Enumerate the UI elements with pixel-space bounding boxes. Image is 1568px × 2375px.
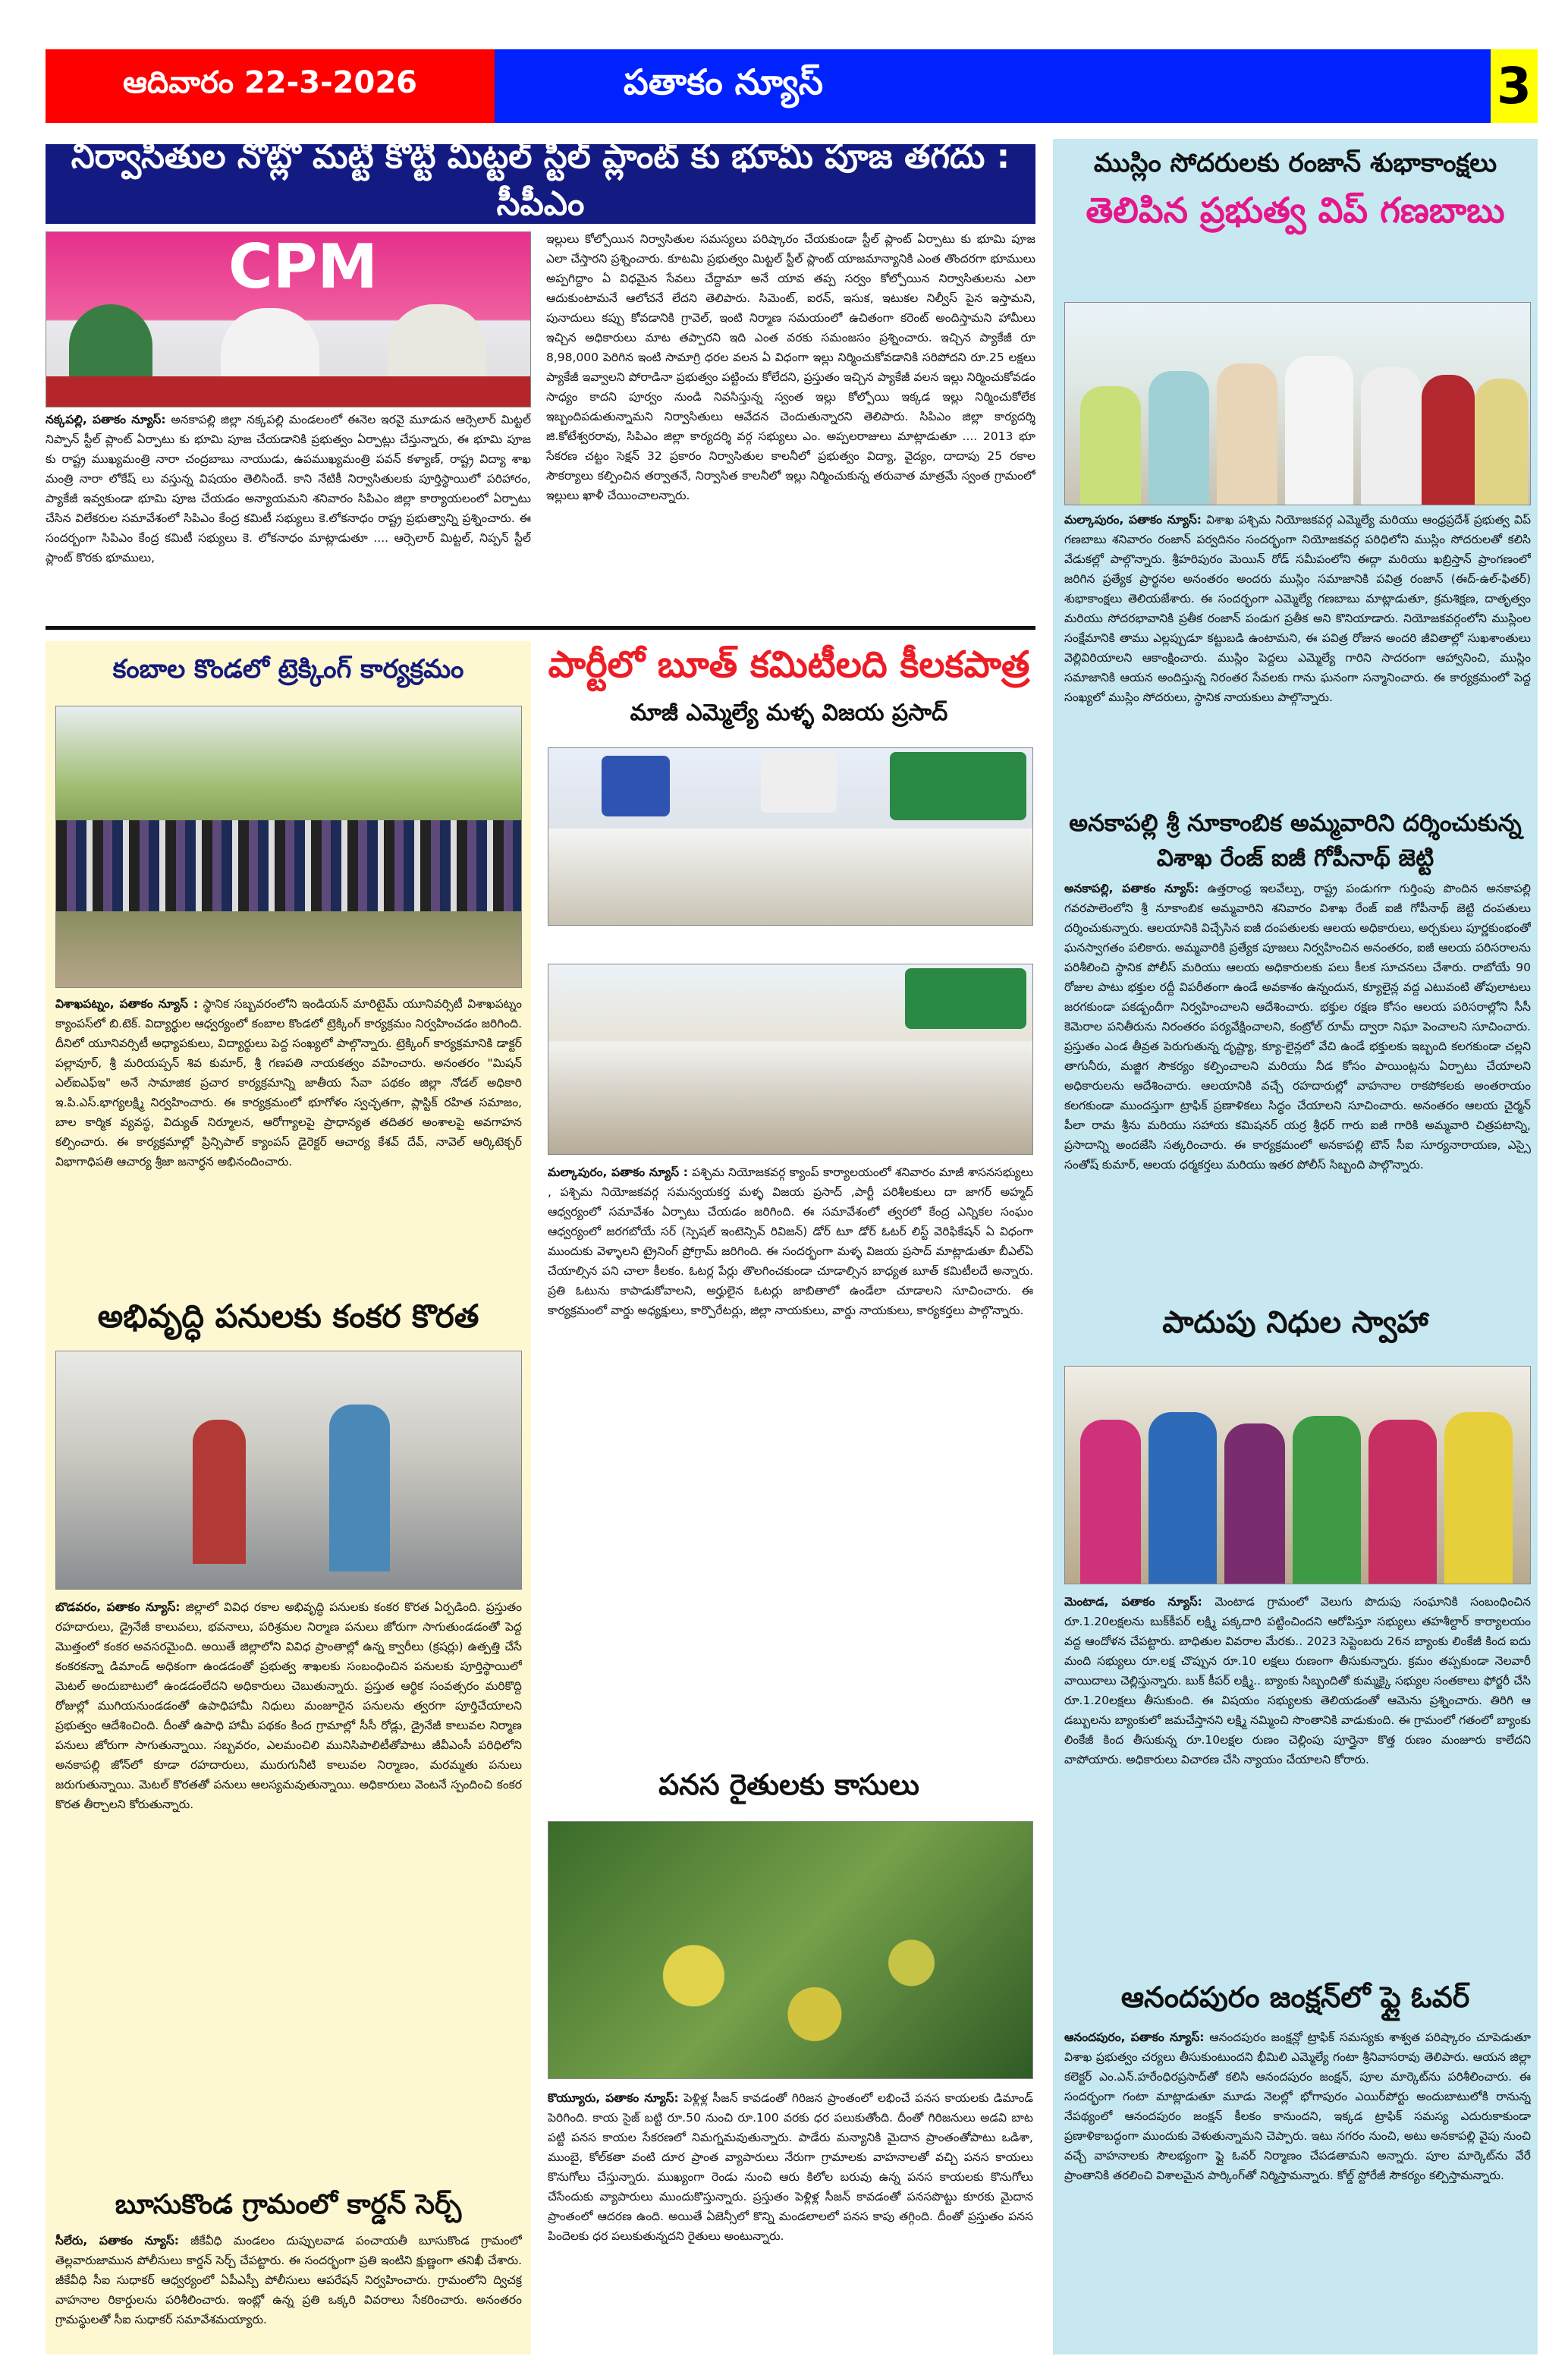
masthead-date: ఆదివారం 22-3-2026 — [46, 49, 495, 123]
trekking-group-photo — [55, 706, 522, 988]
masthead-paper-name: పతాకం న్యూస్ — [495, 49, 1491, 123]
ramzan-headline-top: ముస్లిం సోదరులకు రంజాన్ శుభాకాంక్షలు — [1093, 148, 1497, 178]
article-steel-col2: ఇల్లులు కోల్పోయిన నిర్వాసితుల సమస్యలు పరిష్కారం చేయకుండా స్టీల్ ప్లాంట్ ఏర్పాటు కు భూమి పూజ ఎలా చేస్తారని ప్రశ్నించారు. కూటమి ప్రభుత్వం మిట్టల్ స్టీల్ ప్లాంట్ యాజమాన్యానికి ఎంత తొందరగా భూములు అప్పగిద్దాం ఏ విధమైన సేవలు చేద్దామా అనే యావ తప్ప సర్వం కోల్పోయిన నిర్వాసితులను ఎలా ఆదుకుంటామనే ఆలోచనే లేదని తెలిపారు. సిమెంట్, ఐరన్, ఇసుక, ఇటుకల నిల్వీస్ పైన ఇస్తామని, పునాదులు కప్పు కోవడానికి గ్రావెల్, ఇంటి నిర్మాణ సమయంలో ఉచితంగా కరెంట్ అందిస్తామని హామీలు ఇచ్చిన అధికారులు మాట తప్పారని ఇది ఎంత వరకు సమంజసం ప్రశ్నించారు. ఇచ్చిన ప్యాకేజీ రూ 8,98,000 పెరిగిన ఇంటి సామాగ్రి ధరల వలన ఏ విధంగా ఇల్లు నిర్మించుకోవడానికి సరిపోదని రూ.25 లక్షలు ప్యాకేజీ ఇవ్వాలని పోరాడినా ప్రభుత్వం పట్టించు కోలేదని, ప్రస్తుతం ఇచ్చిన ప్యాకేజీ వలన ఇల్లు నిర్మించుకోవడం సాధ్యం కాదని పూర్వం నుండి నివసిస్తున్న స్వంత ఇల్లు కోల్పోయి ఇక్కడ ఇల్లు నిర్మించుకోలేక ఇబ్బందిపడుతున్నామని నిర్వాసితులు ఆవేదన చెందుతున్నారని తెలిపారు. సిపిఎం జిల్లా కార్యదర్శి జి.కోటేశ్వరరావు, సిపిఎం జిల్లా కార్యదర్శి వర్గ సభ్యులు ఎం. అప్పలరాజులు మాట్లాడుతూ .... 2013 భూ సేకరణ చట్టం సెక్షన్ 32 ప్రకారం నిర్వాసితుల కాలనీలో ప్రభుత్వం విద్యా, వైద్యం, దాదాపు 25 రకాల సౌకర్యాలు కల్పించిన తర్వాతనే, నిర్వాసిత కాలనీలో ఇల్లు నిర్మించుకున్న తరువాత మాత్రమే స్వంత గ్రామంలో ఇల్లులు ఖాళీ చేయించాలన్నారు. — [546, 232, 1035, 502]
article-body: పెళ్లిళ్ల సీజన్ కావడంతో గిరిజన ప్రాంతంలో లభించే పనస కాయలకు డిమాండ్ పెరిగింది. కాయ సైజ్ బట్టి రూ.50 నుంచి రూ.100 వరకు ధర పలుకుతోంది. దీంతో గిరిజనులు అడవి బాట పట్టి పనస కాయల సేకరణలో నిమగ్నమవుతున్నారు. పాడేరు మన్యానికి మైదాన ప్రాంతంతోపాటు ఒడిశా, ముంబై, కోల్‌కతా వంటి దూర ప్రాంత వ్యాపారులు నేరుగా గ్రామాలకు వాహనాలతో వచ్చి పనస కాయలు కొనుగోలు చేస్తున్నారు. ముఖ్యంగా రెండు నుంచి ఆరు కిలోల బరువు ఉన్న పనస కాయలకు కొనుగోలు చేసేందుకు వ్యాపారులు ముందుకొస్తున్నారు. ప్రస్తుతం పెళ్లిళ్ల సీజన్ కావడంతో పనసపొట్టు కూరకు మైదాన ప్రాంతంలో ఆదరణ ఉంది. అయితే ఏజెన్సీలో కొన్ని మండలాలలో పనస కాపు తగ్గింది. దీంతో ప్రస్తుతం పనస పిందెలకు ధర పలుకుతున్నదని రైతులు అంటున్నారు. — [548, 2091, 1033, 2243]
article-padapu — [1064, 1592, 1531, 1971]
dateline: మల్కాపురం, పతాకం న్యూస్: — [1064, 513, 1202, 527]
ramzan-photo — [1064, 302, 1531, 505]
article-body: జిల్లాలో వివిధ రకాల అభివృద్ధి పనులకు కంకర కొరత ఏర్పడింది. ప్రస్తుతం రహదారులు, డ్రైనేజీ కాలువలు, భవనాలు, పరిశ్రమల నిర్మాణ పనులు జోరుగా సాగుతుండడంతో పెద్ద మొత్తంలో కంకర అవసరమైంది. అయితే జిల్లాలోని వివిధ ప్రాంతాల్లో ఉన్న క్వారీలు (క్రషర్లు) ఉత్పత్తి చేసే కంకరకన్నా డిమాండ్ అధికంగా ఉండడంతో ప్రభుత్వ శాఖలకు సంబంధించిన పనులకు పూర్తిస్థాయిలో మెటల్ అందుబాటులో ఉండడంలేదని అధికారులు చెబుతున్నారు. ప్రస్తుత ఆర్థిక సంవత్సరం మరికొద్ది రోజుల్లో ముగియనుండడంతో ఉపాధిహామీ నిధులు మంజూరైన పనులను త్వరగా పూర్తిచేయాలని ప్రభుత్వం ఆదేశించింది. దీంతో ఉపాధి హామీ పథకం కింద గ్రామాల్లో సీసీ రోడ్లు, డ్రైనేజీ కాలువల నిర్మాణ పనులు జోరుగా సాగుతున్నాయి. సబ్బవరం, ఎలమంచిలి మునిసిపాలిటీతోపాటు జీవీఎంసీ పరిధిలోని అనకాపల్లి జోన్‌లో కూడా రహదారులు, మురుగునీటి కాలువల నిర్మాణం, మరమ్మతు పనులు జరుగుతున్నాయి. మెటల్ కొరతతో పనులు ఆలస్యమవుతున్నాయి. అధికారులు వెంటనే స్పందించి కంకర కొరత తీర్చాలని కోరుతున్నారు. — [55, 1600, 522, 1811]
article-body: విశాఖ పశ్చిమ నియోజకవర్గ ఎమ్మెల్యే మరియు ఆంధ్రప్రదేశ్ ప్రభుత్వ విప్ గణబాబు శనివారం రంజాన్ పర్వదినం సందర్భంగా నియోజకవర్గ పరిధిలోని ముస్లిం సోదరులతో కలిసి వేడుకల్లో పాల్గొన్నారు. శ్రీహరిపురం మెయిన్ రోడ్ సమీపంలోని ఈద్గా మరియు ఖబ్రిస్తాన్ ప్రాంగణంలో జరిగిన ప్రత్యేక ప్రార్థనల అనంతరం అందరు ముస్లిం సమాజానికి పవిత్ర రంజాన్ (ఈద్-ఉల్-ఫితర్) శుభాకాంక్షలు తెలియజేశారు. ఈ సందర్భంగా ఎమ్మెల్యే గణబాబు మాట్లాడుతూ, క్రమశిక్షణ, దాతృత్వం మరియు సోదరభావానికి ప్రతీక రంజాన్ పండుగ ప్రతీక అని కొనియాడారు. నియోజకవర్గంలోని ముస్లింల సంక్షేమానికి తాము ఎల్లప్పుడూ కట్టుబడి ఉంటామని, ఈ పవిత్ర రోజున అందరి జీవితాల్లో సుఖశాంతులు వెల్లివిరియాలని ఆకాంక్షించారు. ముస్లిం పెద్దలు ఎమ్మెల్యే గారిని సాదరంగా ఆహ్వానించి, ముస్లిం సమాజానికి ఆయన అందిస్తున్న నిరంతర సేవలకు గాను ఘనంగా సన్మానించారు. ఈ కార్యక్రమంలో పెద్ద సంఖ్యలో ముస్లిం సోదరులు, స్థానిక నాయకులు పాల్గొన్నారు. — [1064, 513, 1531, 704]
dateline: నక్కపల్లి, పతాకం న్యూస్: — [46, 413, 166, 426]
flyover-headline: ఆనందపురం జంక్షన్‌లో ఫ్లై ఓవర్ — [1120, 1980, 1470, 2014]
article-body: అనకాపల్లి జిల్లా నక్కపల్లి మండలంలో ఈనెల ఇరవై మూడున ఆర్సెలార్ మిట్టల్ నిప్పాన్ స్టీల్ ప్లాంట్ ఏర్పాటు కు భూమి పూజ చేయడానికి ప్రభుత్వం ఏర్పాట్లు చేస్తున్నారు, ఈ భూమి పూజ కు రాష్ట్ర ముఖ్యమంత్రి నారా చంద్రబాబు నాయుడు, ఉపముఖ్యమంత్రి పవన్ కళ్యాణ్, రాష్ట్ర విద్యా శాఖ మంత్రి నారా లోకేష్ లు వస్తున్న విషయం తెలిసిందే. కాని నేటికీ నిర్వాసితులకు పూర్తిస్థాయిలో పరిహారం, ప్యాకేజీ ఇవ్వకుండా భూమి పూజ చేయడం అన్యాయమని శనివారం సిపిఎం జిల్లా కార్యాయలంలో ఏర్పాటు చేసిన విలేకరుల సమావేశంలో సిపిఎం కేంద్ర కమిటీ సభ్యులు కె.లోకనాధం రాష్ట్ర ప్రభుత్వాన్ని ప్రశ్నించారు. ఈ సందర్బంగా సిపిఎం కేంద్ర కమిటీ సభ్యులు కె. లోకనాధం మాట్లాడుతూ .... ఆర్సెలార్ మిట్టల్, నిప్పన్ స్టీల్ ప్లాంట్ కొరకు భూములు, — [46, 413, 531, 565]
cordon-search-headline: బూసుకొండ గ్రామంలో కార్డన్ సెర్చ్ — [115, 2189, 462, 2220]
dateline: అనకాపల్లి, పతాకం న్యూస్: — [1064, 882, 1199, 895]
article-trekking — [55, 994, 522, 1294]
kankara-headline: అభివృద్ధి పనులకు కంకర కొరత — [97, 1298, 479, 1335]
dateline: కొయ్యూరు, పతాకం న్యూస్: — [548, 2091, 679, 2105]
cpm-banner-text: CPM — [228, 231, 378, 302]
ramzan-headline-bottom: తెలిపిన ప్రభుత్వ విప్ గణబాబు — [1086, 190, 1505, 231]
article-ig-visit — [1064, 879, 1531, 1296]
padapu-headline: పాదుపు నిధుల స్వాహా — [1162, 1305, 1428, 1340]
cpm-press-meet-photo — [46, 231, 531, 407]
article-flyover — [1064, 2027, 1531, 2346]
booth-subheadline: మాజీ ఎమ్మెల్యే మళ్ళ విజయ ప్రసాద్ — [630, 700, 948, 726]
section-divider — [46, 626, 1035, 630]
jackfruit-tree-photo — [548, 1821, 1033, 2079]
booth-meeting-photo-1 — [548, 747, 1033, 926]
article-booth — [548, 1162, 1033, 1762]
dateline: ఆనందపురం, పతాకం న్యూస్: — [1064, 2031, 1205, 2044]
dateline: మల్కాపురం, పతాకం న్యూస్ : — [548, 1165, 688, 1179]
dateline: మెంటాడ, పతాకం న్యూస్: — [1064, 1595, 1202, 1609]
article-body: ఆనందపురం జంక్షన్లో ట్రాఫిక్ సమస్యకు శాశ్వత పరిష్కారం చూపెడుతూ విశాఖ ప్రభుత్వం చర్యలు తీసుకుంటుందని భీమిలి ఎమ్మెల్యే గంటా శ్రీనివాసరావు తెలిపారు. ఆయన జిల్లా కలెక్టర్ ఎం.ఎన్.హరేంధిరప్రసాద్‌తో కలిసి ఆనందపురం జంక్షన్, పూల మార్కెట్‌ను పరిశీలించారు. ఈ సందర్భంగా గంటా మాట్లాడుతూ మూడు నెలల్లో భోగాపురం ఎయిర్‌పోర్టు అందుబాటులోకి రానున్న నేపథ్యంలో ఆనందపురం జంక్షన్ కీలకం కానుందని, ఇక్కడ ట్రాఫిక్ సమస్య ఎదురుకాకుండా ప్రణాళికాబద్ధంగా ముందుకు వెళుతున్నామని చెప్పారు. ఇటు నగరం నుంచి, అటు అనకాపల్లి వైపు నుంచి వచ్చే వాహనాలకు సౌలభ్యంగా ఫ్లై ఓవర్ నిర్మాణం చేపడతామని అన్నారు. పూల మార్కెట్‌ను వేరే ప్రాంతానికి తరలించి విశాలమైన పార్కింగ్‌తో నిర్మిస్తామన్నారు. కోల్డ్ స్టోరేజీ సౌకర్యం కల్పిస్తామన్నారు. — [1064, 2031, 1531, 2182]
article-body: స్థానిక సబ్బవరంలోని ఇండియన్ మారిటైమ్ యూనివర్సిటీ విశాఖపట్నం క్యాంపస్‌లో బి.టెక్. విద్యార్థుల ఆధ్వర్యంలో కంబాల కొండలో ట్రెక్కింగ్ కార్యక్రమం నిర్వహించడం జరిగింది. దీనిలో యూనివర్సిటీ అధ్యాపకులు, విద్యార్థులు పెద్ద సంఖ్యలో పాల్గొన్నారు. ట్రెక్కింగ్ కార్యక్రమానికి డాక్టర్ పల్లావూర్, శ్రీ మరియప్పన్ శివ కుమార్, శ్రీ గణపతి నాయకత్వం వహించారు. అనంతరం "మిషన్ ఎల్‌ఐఎఫ్ఇ" అనే సామాజిక ప్రచార కార్యక్రమాన్ని జాతీయ సేవా పథకం జిల్లా నోడల్ అధికారి ఇ.పి.ఎస్.భాగ్యలక్ష్మి నిర్వహించారు. ఈ కార్యక్రమంలో భూగోళం స్వచ్ఛతగా, ప్లాస్టిక్ రహిత సమాజం, బాల కార్మిక వ్యవస్థ, విద్యుత్ నిర్మూలన, ఆరోగ్యాలపై ప్రాధాన్యత తదితర అంశాలపై అవగాహన కల్పించారు. ఈ కార్యక్రమాల్లో ప్రిన్సిపాల్ క్యాంపస్ డైరెక్టర్ ఆచార్య కేశవ్ దేవ్, నావెల్ ఆర్కిటెక్చర్ విభాగాధిపతి ఆచార్య శ్రీజా జనార్ధన అభినందించారు. — [55, 997, 522, 1169]
article-ramzan — [1064, 510, 1531, 792]
jackfruit-headline: పనస రైతులకు కాసులు — [658, 1768, 919, 1801]
lead-headline: నిర్వాసితుల నోట్లో మట్టి కొట్టి మిట్టల్ స్టీల్ ప్లాంట్ కు భూమి పూజ తగదు : సీపీఎం — [46, 144, 1035, 224]
women-protest-photo — [1064, 1366, 1531, 1584]
ig-visit-headline: అనకాపల్లి శ్రీ నూకాంబిక అమ్మవారిని దర్శించుకున్న విశాఖ రేంజ్ ఐజీ గోపీనాథ్ జెట్టి — [1069, 810, 1522, 872]
article-cordon — [55, 2231, 522, 2348]
article-kankara — [55, 1597, 522, 2182]
article-steel-col1 — [46, 410, 531, 621]
dateline: సీలేరు, పతాకం న్యూస్: — [55, 2234, 179, 2248]
page-number: 3 — [1491, 49, 1538, 123]
dateline: విశాఖపట్నం, పతాకం న్యూస్ : — [55, 997, 199, 1011]
booth-meeting-photo-2 — [548, 964, 1033, 1155]
article-jackfruit — [548, 2088, 1033, 2346]
dateline: బొడవరం, పతాకం న్యూస్: — [55, 1600, 181, 1614]
article-body: ఉత్తరాంధ్ర ఇలవేల్పు, రాష్ట్ర పండుగగా గుర్తింపు పొందిన అనకాపల్లి గవరపాలెంలోని శ్రీ నూకాంబిక అమ్మవారిని శనివారం విశాఖ రేంజ్ ఐజీ గోపీనాథ్ జెట్టి దంపతులు దర్శించుకున్నారు. ఆలయానికి విచ్చేసిన ఐజీ దంపతులకు ఆలయ అధికారులు, అర్చకులు పూర్ణకుంభంతో ఘనస్వాగతం పలికారు. అమ్మవారికి ప్రత్యేక పూజలు నిర్వహించిన అనంతరం, ఐజీ ఆలయ పరిసరాలను పరిశీలించి స్థానిక పోలీస్ మరియు ఆలయ అధికారులకు పలు కీలక సూచనలు చేశారు. రాబోయే 90 రోజుల పాటు భక్తుల రద్దీ విపరీతంగా ఉండే అవకాశం ఉన్నందున, క్యూలైన్ల వద్ద ఎటువంటి తోపులాటలు జరగకుండా పకడ్బందీగా నిర్వహించాలని ఆదేశించారు. భక్తుల రక్షణ కోసం ఆలయ పరిసరాల్లోని సీసీ కెమెరాల పనితీరును నిరంతరం పర్యవేక్షించాలని, కంట్రోల్ రూమ్ ద్వారా నిఘా పెంచాలని సూచించారు. ప్రస్తుతం ఎండ తీవ్రత పెరుగుతున్న దృష్ట్యా, క్యూ-లైన్లలో వేచి ఉండే భక్తులకు ఇబ్బంది కలగకుండా చల్లని తాగునీరు, మజ్జిగ సౌకర్యం కల్పించాలని మరియు నీడ కోసం పాయింట్లను ఏర్పాటు చేయాలని అధికారులను ఆదేశించారు. ఆలయానికి వచ్చే రహదారుల్లో వాహనాల రాకపోకలకు అంతరాయం కలగకుండా ముందస్తుగా ట్రాఫిక్ ప్రణాళికలు సిద్ధం చేయాలని సూచించారు. అనంతరం ఆలయ చైర్మన్ పీలా రామ శ్రీను మరియు సహాయ కమిషనర్ యర్ర శ్రీధర్ గారు ఐజీ గారికి అమ్మవారి చిత్రపటాన్ని, ప్రసాదాన్ని అందజేసి సత్కరించారు. ఈ కార్యక్రమంలో అనకాపల్లి టౌన్ సీఐ సూర్యనారాయణ, ఎస్సై సంతోష్ కుమార్, ఆలయ ధర్మకర్తలు మరియు ఇతర పోలీస్ సిబ్బంది పాల్గొన్నారు. — [1064, 882, 1531, 1172]
article-body: పశ్చిమ నియోజకవర్గ క్యాంప్ కార్యాలయంలో శనివారం మాజీ శాసనసభ్యులు , పశ్చిమ నియోజకవర్గ సమన్వయకర్త మళ్ళ విజయ ప్రసాద్ ,పార్టీ పరిశీలకులు దా జాగర్ అహ్మద్ ఆధ్వర్యంలో సమావేశం ఏర్పాటు చేయడం జరిగింది. ఈ సమావేశంలో త్వరలో కేంద్ర ఎన్నికల సంఘం ఆధ్వర్యంలో జరగబోయే సర్ (స్పెషల్ ఇంటెన్సివ్ రివిజన్) డోర్ టూ డోర్ ఓటర్ లిస్ట్ వెరిఫికేషన్ ఏ విధంగా ముందుకు వెళ్ళాలని ట్రైనింగ్ ప్రోగ్రామ్ జరిగింది. ఈ సందర్భంగా మళ్ళ విజయ ప్రసాద్ మాట్లాడుతూ బీఎల్ఏ చేయాల్సిన పని చాలా కీలకం. ఓటర్ల పేర్లు తొలగించకుండా చూడాల్సిన బాధ్యత బూత్ కమిటీలదే అన్నారు. ప్రతి ఓటును కాపాడుకోవాలని, అర్హులైన ఓటర్లు జాబితాలో ఉండేలా చూడాలని సూచించారు. ఈ కార్యక్రమంలో వార్డు అధ్యక్షులు, కార్పొరేటర్లు, జిల్లా నాయకులు, వార్డు నాయకులు, కార్యకర్తలు పాల్గొన్నారు. — [548, 1165, 1033, 1317]
booth-headline: పార్టీలో బూత్ కమిటీలది కీలకపాత్ర — [548, 643, 1030, 686]
article-body: జీకేవీధి మండలం దుప్పులవాడ పంచాయతీ బూసుకొండ గ్రామంలో తెల్లవారుజామున పోలీసులు కార్డన్ సెర్చ్ చేపట్టారు. ఈ సందర్భంగా ప్రతి ఇంటిని క్షుణ్ణంగా తనిఖీ చేశారు. జీకేవీధి సీఐ సుధాకర్ ఆధ్వర్యంలో ఏపీఎస్పీ పోలీసులు ఆపరేషన్ నిర్వహించారు. గ్రామంలోని ద్విచక్ర వాహనాల రికార్డులను పరిశీలించారు. ఇంట్లో ఉన్న ప్రతి ఒక్కరి వివరాలు సేకరించారు. అనంతరం గ్రామస్థులతో సీఐ సుధాకర్ సమావేశమయ్యారు. — [55, 2234, 522, 2326]
trekking-headline: కంబాల కొండలో ట్రెక్కింగ్ కార్యక్రమం — [112, 654, 464, 684]
article-body: మెంటాడ గ్రామంలో వెలుగు పొదుపు సంఘానికి సంబంధించిన రూ.1.20లక్షలను బుక్‌కీపర్ లక్ష్మి పక్కదారి పట్టించిందని ఆరోపిస్తూ సభ్యులు తహశీల్దార్ కార్యాలయం వద్ద ఆందోళన చేపట్టారు. బాధితుల వివరాల మేరకు.. 2023 సెప్టెంబరు 26న బ్యాంకు లింకేజీ కింద ఐదు మంది సభ్యులు రూ.లక్ష చొప్పున రూ.10 లక్షలు రుణంగా తీసుకున్నారు. క్రమం తప్పకుండా నెలవారీ వాయిదాలు చెల్లిస్తున్నారు. బుక్ కీపర్ లక్ష్మి.. బ్యాంకు సిబ్బందితో కుమ్మక్కై సభ్యుల సంతకాలు ఫోర్జరీ చేసి రూ.1.20లక్షలు తీసుకుంది. ఈ విషయం సభ్యులకు తెలియడంతో ఆమెను ప్రశ్నించారు. తిరిగి ఆ డబ్బులను బ్యాంకులో జమచేస్తానని లక్ష్మి నమ్మించి సొంతానికి వాడుకుంది. ఈ గ్రామంలో గతంలో బ్యాంకు లింకేజీ కింద తీసుకున్న రూ.10లక్షల రుణం చెల్లింపు పూర్తైనా కొత్త రుణం మంజూరు కాలేదని వాపోయారు. అధికారులు విచారణ చేసి న్యాయం చేయాలని కోరారు. — [1064, 1595, 1531, 1766]
construction-work-photo — [55, 1351, 522, 1590]
